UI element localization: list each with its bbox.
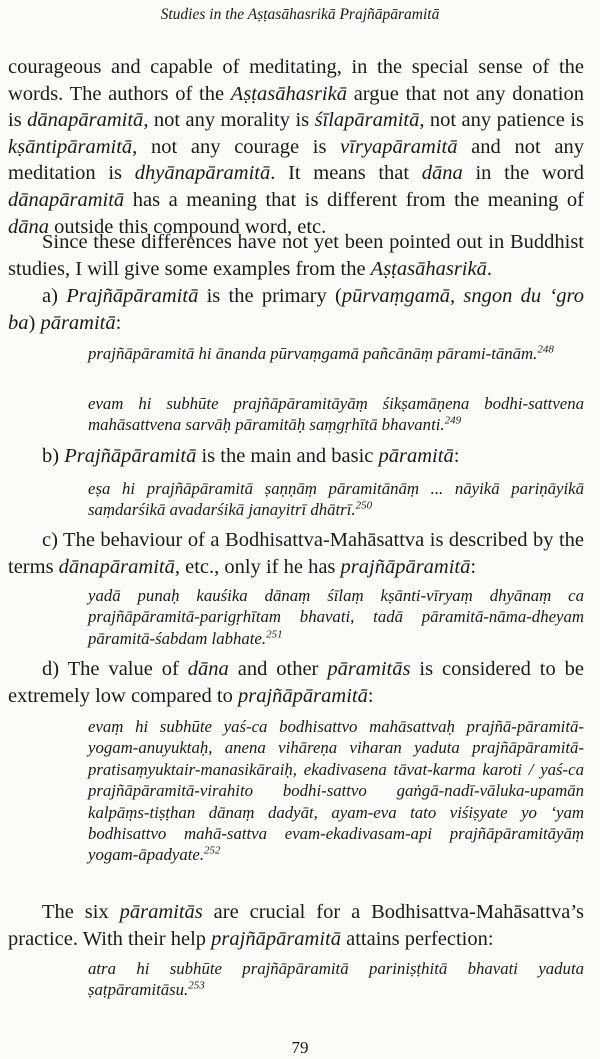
- item-d-heading: d) The value of dāna and other pāramitās is considered to be extremely low compared to prajñāpāramitā:: [8, 658, 584, 707]
- quote-249: evam hi subhūte prajñāpāramitāyāṃ śikṣamāṇena bodhi-sattvena mahāsattvena sarvāḥ pāramitāḥ saṃgṛhītā bhavanti.$^{249}$: [88, 394, 584, 435]
- quote-252: evaṃ hi subhūte yaś-ca bodhisattvo mahāsattvaḥ prajñā-pāramitā-yogam-anuyuktaḥ, anena vihāreṇa viharan yaduta prajñāpāramitā-pratisaṃyuktair-manasikāraiḥ, ekadivasena tāvat-karma karoti / yaś-ca prajñāpāramitā-virahito bodhi-sattvo gaṅgā-nadī-vāluka-upamān kalpāṃs-tiṣṭhan dānaṃ dadyāt, ayam-eva tato viśiṣyate yo ‘yam bodhisattvo mahā-sattva evam-ekadivasam-api prajñāpāramitāyāṃ yogam-āpadyate.$^{252}$: [88, 717, 584, 865]
- item-b-heading: b) Prajñāpāramitā is the main and basic pāramitā:: [42, 445, 460, 467]
- page-number: 79: [291, 1038, 309, 1057]
- paragraph-six-paramitas: The six pāramitās are crucial for a Bodhisattva-Mahāsattva’s practice. With their help prajñāpāramitā attains perfection:: [8, 901, 585, 950]
- paragraph-intro: courageous and capable of meditating, in the special sense of the words. The authors of the Aṣṭasāhasrikā argue that not any donation is dānapāramitā, not any morality is śīlapāramitā, not any patience is kṣāntipāramitā, not any courage is vīryapāramitā and not any meditation is dhyānapāramitā. It means that dāna in the word dānapāramitā has a meaning that is different from the meaning of dāna outside this compound word, etc.: [8, 56, 584, 238]
- footnote-ref: 249: [444, 414, 462, 427]
- item-a-heading: a) Prajñāpāramitā is the primary (pūrvaṃgamā, sngon du ‘gro ba) pāramitā:: [8, 285, 584, 334]
- quote-251: yadā punaḥ kauśika dānaṃ śīlaṃ kṣānti-vīryaṃ dhyānaṃ ca prajñāpāramitā-parigṛhītam bhavati, tadā pāramitā-nāma-dheyam pāramitā-śabdam labhate.$^{251}$: [88, 586, 584, 648]
- item-c-heading: c) The behaviour of a Bodhisattva-Mahāsattva is described by the terms dānapāramitā, etc., only if he has prajñāpāramitā:: [8, 529, 584, 578]
- footnote-ref: 251: [266, 628, 283, 641]
- footnote-ref: 252: [204, 844, 221, 857]
- paragraph-examples-intro: Since these differences have not yet been pointed out in Buddhist studies, I will give some examples from the Aṣṭasāhasrikā.: [8, 231, 584, 280]
- footnote-ref: 250: [355, 499, 373, 512]
- footnote-ref: 248: [537, 343, 554, 356]
- quote-248: prajñāpāramitā hi ānanda pūrvaṃgamā pañcānāṃ pārami-tānām.$^{248}$: [88, 343, 554, 363]
- quote-250: eṣa hi prajñāpāramitā ṣaṇṇāṃ pāramitānāṃ ... nāyikā pariṇāyikā saṃdarśikā avadarśikā janayitrī dhātrī.$^{250}$: [88, 479, 584, 520]
- running-head: Studies in the Aṣṭasāhasrikā Prajñāpāramitā: [160, 6, 440, 23]
- quote-253: atra hi subhūte prajñāpāramitā pariniṣṭhitā bhavati yaduta ṣaṭpāramitāsu.$^{253}$: [88, 959, 584, 1000]
- footnote-ref: 253: [188, 979, 205, 992]
